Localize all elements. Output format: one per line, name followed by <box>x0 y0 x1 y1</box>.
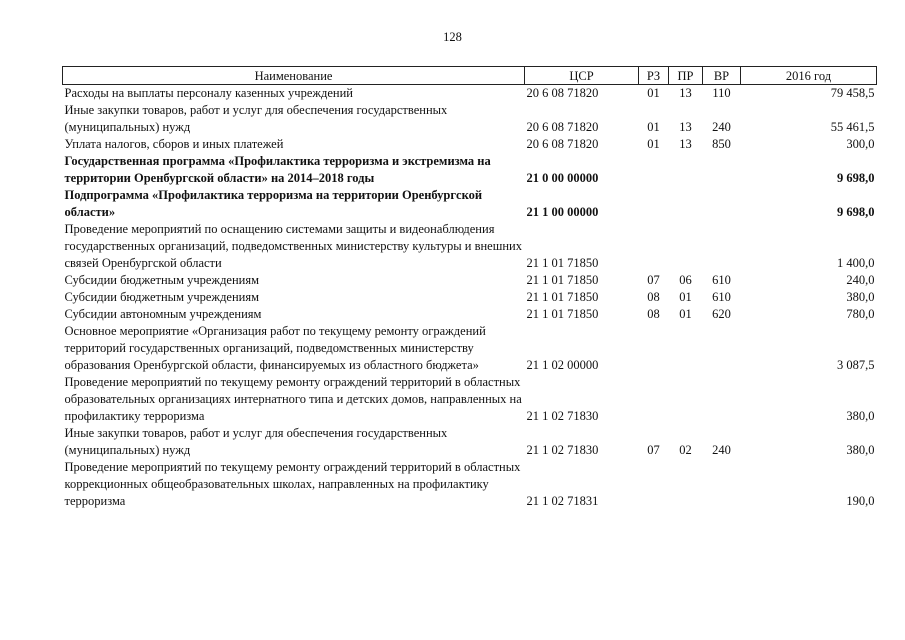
table-row-program <box>63 153 877 187</box>
column-header-vr: ВР <box>703 67 741 85</box>
row-amount: 380,0 <box>846 443 875 457</box>
column-header-amount: 2016 год <box>741 67 877 85</box>
row-rz <box>639 323 669 374</box>
row-vr: 850 <box>712 137 731 151</box>
row-name: Подпрограмма «Профилактика терроризма на территории Оренбургской области» <box>64 188 483 219</box>
row-csr: 21 1 00 00000 <box>526 205 599 219</box>
row-name: Иные закупки товаров, работ и услуг для обеспечения государственных (муниципальных) нужд <box>64 103 448 134</box>
row-pr: 02 <box>679 443 692 457</box>
table-row <box>63 272 877 289</box>
row-amount: 3 087,5 <box>837 358 875 372</box>
row-amount: 9 698,0 <box>837 171 875 185</box>
row-vr <box>703 187 741 221</box>
table-row <box>63 425 877 459</box>
row-name: Государственная программа «Профилактика терроризма и экстремизма на территории Оренбургской области» на 2014–2018 годы <box>64 154 491 185</box>
row-csr: 21 1 01 71850 <box>526 273 599 287</box>
row-vr: 610 <box>712 273 731 287</box>
row-rz <box>639 374 669 425</box>
row-pr: 06 <box>679 273 692 287</box>
row-amount: 1 400,0 <box>837 256 875 270</box>
row-amount: 380,0 <box>846 409 875 423</box>
row-amount: 780,0 <box>846 307 875 321</box>
row-name: Уплата налогов, сборов и иных платежей <box>64 137 284 151</box>
row-pr: 01 <box>679 290 692 304</box>
row-rz: 01 <box>647 137 660 151</box>
table-row <box>63 221 877 272</box>
row-csr: 20 6 08 71820 <box>526 86 599 100</box>
row-vr <box>703 459 741 510</box>
row-amount: 240,0 <box>846 273 875 287</box>
table-row <box>63 306 877 323</box>
table-row <box>63 323 877 374</box>
row-vr <box>703 374 741 425</box>
row-pr <box>669 459 703 510</box>
row-csr: 21 1 02 71830 <box>526 443 599 457</box>
row-rz: 07 <box>647 273 660 287</box>
row-name: Субсидии бюджетным учреждениям <box>64 273 260 287</box>
row-pr <box>669 221 703 272</box>
row-vr: 240 <box>712 443 731 457</box>
row-csr: 20 6 08 71820 <box>526 137 599 151</box>
row-csr: 21 1 02 71830 <box>526 409 599 423</box>
row-pr <box>669 323 703 374</box>
row-rz <box>639 221 669 272</box>
row-amount: 79 458,5 <box>830 86 875 100</box>
row-pr <box>669 153 703 187</box>
row-csr: 20 6 08 71820 <box>526 120 599 134</box>
row-name: Проведение мероприятий по текущему ремонту ограждений территорий в областных коррекционных общеобразовательных школах, направленных на профилактику терроризма <box>64 460 521 508</box>
row-pr: 13 <box>679 137 692 151</box>
row-rz: 08 <box>647 307 660 321</box>
row-name: Субсидии бюджетным учреждениям <box>64 290 260 304</box>
row-csr: 21 1 01 71850 <box>526 307 599 321</box>
row-pr: 13 <box>679 86 692 100</box>
row-vr: 240 <box>712 120 731 134</box>
row-rz <box>639 153 669 187</box>
table-row <box>63 289 877 306</box>
row-name: Проведение мероприятий по текущему ремонту ограждений территорий в областных образовательных организациях интернатного типа и детских домов, направленных на профилактику терроризма <box>64 375 522 423</box>
row-rz <box>639 187 669 221</box>
column-header-rz: РЗ <box>639 67 669 85</box>
row-name: Субсидии автономным учреждениям <box>64 307 262 321</box>
column-header-name: Наименование <box>63 67 525 85</box>
page-number: 128 <box>443 30 462 44</box>
table-row <box>63 102 877 136</box>
row-name: Расходы на выплаты персоналу казенных учреждений <box>64 86 353 100</box>
column-header-csr: ЦСР <box>525 67 639 85</box>
row-pr: 13 <box>679 120 692 134</box>
row-csr: 21 1 01 71850 <box>526 290 599 304</box>
table-header-row <box>63 67 877 85</box>
row-pr <box>669 374 703 425</box>
row-amount: 190,0 <box>846 494 875 508</box>
table-row <box>63 85 877 103</box>
row-name: Основное мероприятие «Организация работ по текущему ремонту ограждений территорий государственных организаций, подведомственных министерству образования Оренбургской области, финансируемых из областного бюджета» <box>64 324 486 372</box>
column-header-pr: ПР <box>669 67 703 85</box>
row-amount: 300,0 <box>846 137 875 151</box>
row-rz: 08 <box>647 290 660 304</box>
row-pr: 01 <box>679 307 692 321</box>
row-rz <box>639 459 669 510</box>
row-vr <box>703 153 741 187</box>
row-amount: 55 461,5 <box>830 120 875 134</box>
row-rz: 01 <box>647 86 660 100</box>
budget-table <box>62 66 877 510</box>
row-rz: 07 <box>647 443 660 457</box>
row-amount: 9 698,0 <box>837 205 875 219</box>
row-csr: 21 1 02 71831 <box>526 494 599 508</box>
table-row-subprogram <box>63 187 877 221</box>
row-rz: 01 <box>647 120 660 134</box>
row-pr <box>669 187 703 221</box>
row-csr: 21 1 02 00000 <box>526 358 599 372</box>
table-row <box>63 136 877 153</box>
row-vr: 110 <box>712 86 731 100</box>
row-csr: 21 1 01 71850 <box>526 256 599 270</box>
row-vr <box>703 323 741 374</box>
row-name: Проведение мероприятий по оснащению системами защиты и видеонаблюдения государственных организаций, подведомственных министерству культуры и внешних связей Оренбургской области <box>64 222 522 270</box>
row-vr: 620 <box>712 307 731 321</box>
row-csr: 21 0 00 00000 <box>526 171 599 185</box>
table-row <box>63 459 877 510</box>
row-vr <box>703 221 741 272</box>
row-amount: 380,0 <box>846 290 875 304</box>
row-name: Иные закупки товаров, работ и услуг для обеспечения государственных (муниципальных) нужд <box>64 426 448 457</box>
row-vr: 610 <box>712 290 731 304</box>
table-row <box>63 374 877 425</box>
